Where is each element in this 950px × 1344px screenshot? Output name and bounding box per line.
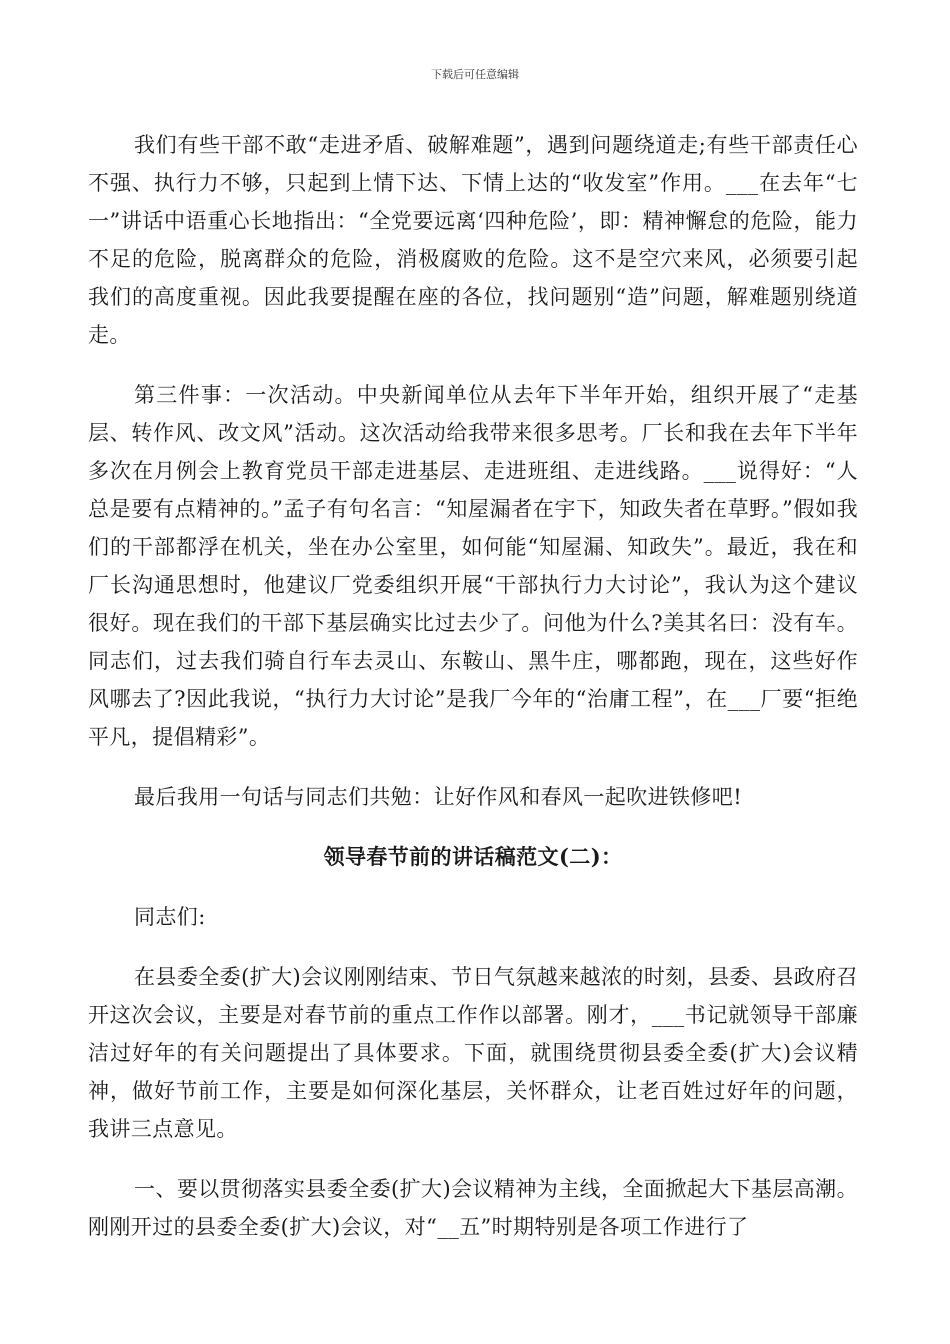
paragraph: 我们有些干部不敢“走进矛盾、破解难题”，遇到问题绕道走;有些干部责任心不强、执行力不够，只起到上情下达、下情上达的“收发室”作用。___在去年“七一”讲话中语重心长地指出：“全党要远离‘四种危险’，即：精神懈怠的危险，能力不足的危险，脱离群众的危险，消极腐败的危险。这不是空穴来风，必须要引起我们的高度重视。因此我要提醒在座的各位，找问题别“造”问题，解难题别绕道走。: [88, 133, 858, 347]
section-heading: 领导春节前的讲话稿范文(二)：: [323, 844, 623, 869]
paragraph: 一、要以贯彻落实县委全委(扩大)会议精神为主线，全面掀起大下基层高潮。刚刚开过的县委全委(扩大)会议，对“__五”时期特别是各项工作进行了: [88, 1177, 858, 1239]
paragraph: 在县委全委(扩大)会议刚刚结束、节日气氛越来越浓的时刻，县委、县政府召开这次会议，主要是对春节前的重点工作作以部署。刚才，___书记就领导干部廉洁过好年的有关问题提出了具体要求。下面，就围绕贯彻县委全委(扩大)会议精神，做好节前工作，主要是如何深化基层，关怀群众，让老百姓过好年的问题，我讲三点意见。: [88, 965, 858, 1141]
document-body: [88, 126, 858, 1268]
header-note: 下载后可任意编辑: [431, 68, 519, 81]
paragraph: 最后我用一句话与同志们共勉：让好作风和春风一起吹进铁修吧!: [134, 785, 743, 809]
paragraph: 第三件事：一次活动。中央新闻单位从去年下半年开始，组织开展了“走基层、转作风、改文风”活动。这次活动给我带来很多思考。厂长和我在去年下半年多次在月例会上教育党员干部走进基层、走进班组、走进线路。___说得好：“人总是要有点精神的。”孟子有句名言：“知屋漏者在宇下，知政失者在草野。”假如我们的干部都浮在机关，坐在办公室里，如何能“知屋漏、知政失”。最近，我在和厂长沟通思想时，他建议厂党委组织开展“干部执行力大讨论”，我认为这个建议很好。现在我们的干部下基层确实比过去少了。问他为什么?美其名曰：没有车。同志们，过去我们骑自行车去灵山、东鞍山、黑牛庄，哪都跑，现在，这些好作风哪去了?因此我说，“执行力大讨论”是我厂今年的“治庸工程”，在___厂要“拒绝平凡，提倡精彩”。: [88, 383, 858, 749]
paragraph-salutation: 同志们:: [134, 905, 206, 929]
